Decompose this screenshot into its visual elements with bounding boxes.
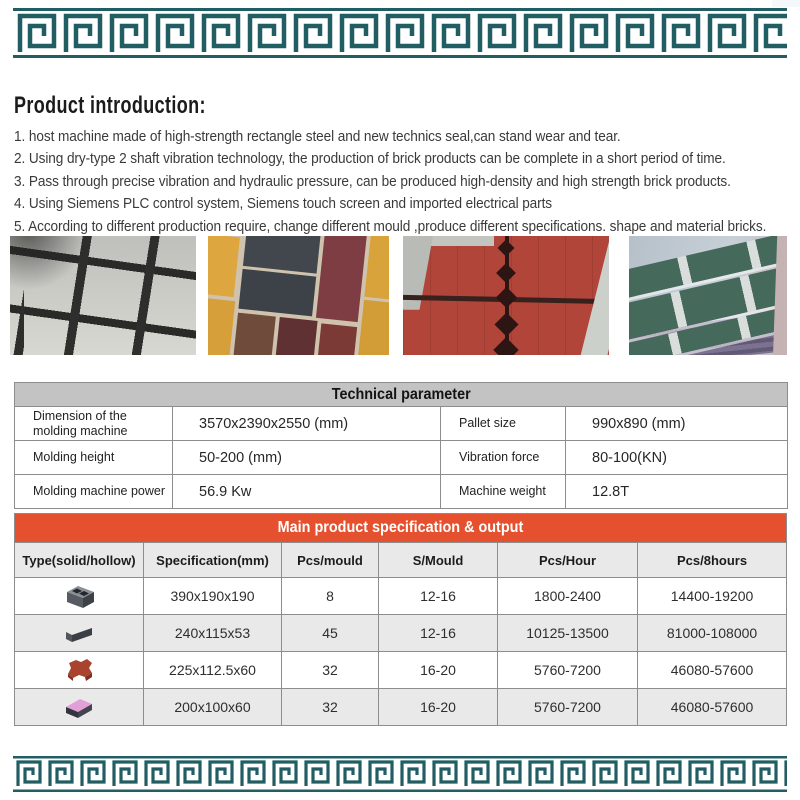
colored-pavers-arrangement bbox=[208, 236, 389, 355]
spec-value: 32 bbox=[282, 652, 379, 689]
interlocking-paver-icon bbox=[15, 652, 144, 689]
intro-item-2: 2. Using dry-type 2 shaft vibration technology, the production of brick products can be complete in a short period of time. bbox=[14, 151, 726, 168]
tech-label: Machine weight bbox=[441, 475, 566, 509]
spec-value: 46080-57600 bbox=[638, 652, 787, 689]
gray-paving-slabs-photo bbox=[10, 236, 196, 355]
spec-value: 81000-108000 bbox=[638, 615, 787, 652]
spec-value: 200x100x60 bbox=[144, 689, 282, 726]
colored-pavers-photo bbox=[208, 236, 389, 355]
greek-key-border-top bbox=[13, 8, 787, 58]
technical-parameter-table bbox=[14, 382, 788, 509]
tech-value: 50-200 (mm) bbox=[173, 441, 441, 475]
spec-value: 5760-7200 bbox=[498, 652, 638, 689]
spec-value: 32 bbox=[282, 689, 379, 726]
red-interlocking-pavers-photo bbox=[403, 236, 609, 355]
table-row bbox=[15, 615, 787, 652]
column-header: Pcs/8hours bbox=[638, 543, 787, 578]
spec-value: 225x112.5x60 bbox=[144, 652, 282, 689]
product-specification-table bbox=[14, 513, 787, 726]
rectangular-paver-icon bbox=[15, 689, 144, 726]
tech-label: Molding height bbox=[15, 441, 173, 475]
intro-list bbox=[14, 126, 800, 238]
tech-label: Dimension of the molding machine bbox=[15, 407, 173, 441]
tech-value: 3570x2390x2550 (mm) bbox=[173, 407, 441, 441]
solid-brick-icon bbox=[15, 615, 144, 652]
intro-item-3: 3. Pass through precise vibration and hydraulic pressure, can be produced high-density and high strength brick products. bbox=[14, 173, 731, 190]
spec-value: 390x190x190 bbox=[144, 578, 282, 615]
spec-value: 12-16 bbox=[379, 615, 498, 652]
spec-value: 5760-7200 bbox=[498, 689, 638, 726]
hollow-block-icon bbox=[15, 578, 144, 615]
intro-item-1: 1. host machine made of high-strength rectangle steel and new technics seal,can stand wear and tear. bbox=[14, 129, 621, 145]
spec-header-row bbox=[15, 543, 787, 578]
tech-value: 12.8T bbox=[566, 475, 788, 509]
spec-value: 8 bbox=[282, 578, 379, 615]
spec-value: 14400-19200 bbox=[638, 578, 787, 615]
tech-label: Pallet size bbox=[441, 407, 566, 441]
spec-value: 46080-57600 bbox=[638, 689, 787, 726]
tech-value: 990x890 (mm) bbox=[566, 407, 788, 441]
top-right-artifact bbox=[772, 0, 800, 7]
column-header: Pcs/mould bbox=[282, 543, 379, 578]
spec-value: 16-20 bbox=[379, 652, 498, 689]
tech-label: Vibration force bbox=[441, 441, 566, 475]
column-header: Specification(mm) bbox=[144, 543, 282, 578]
table-row bbox=[15, 441, 788, 475]
spec-value: 45 bbox=[282, 615, 379, 652]
column-header: Pcs/Hour bbox=[498, 543, 638, 578]
tech-value: 56.9 Kw bbox=[173, 475, 441, 509]
spec-value: 1800-2400 bbox=[498, 578, 638, 615]
column-header: Type(solid/hollow) bbox=[15, 543, 144, 578]
table-row bbox=[15, 689, 787, 726]
table-row bbox=[15, 578, 787, 615]
spec-table-title: Main product specification & output bbox=[15, 514, 787, 543]
technical-parameter-title: Technical parameter bbox=[15, 383, 788, 407]
greek-key-border-bottom bbox=[13, 756, 787, 792]
green-brick-stacks-photo bbox=[629, 236, 787, 355]
table-row bbox=[15, 475, 788, 509]
spec-value: 10125-13500 bbox=[498, 615, 638, 652]
intro-item-4: 4. Using Siemens PLC control system, Siemens touch screen and imported electrical parts bbox=[14, 196, 553, 213]
tech-value: 80-100(KN) bbox=[566, 441, 788, 475]
table-row bbox=[15, 652, 787, 689]
table-row bbox=[15, 407, 788, 441]
tech-label: Molding machine power bbox=[15, 475, 173, 509]
column-header: S/Mould bbox=[379, 543, 498, 578]
spec-value: 240x115x53 bbox=[144, 615, 282, 652]
intro-item-5: 5. According to different production require, change different mould ,produce different specifications. shape and material bricks. bbox=[14, 218, 767, 235]
spec-value: 12-16 bbox=[379, 578, 498, 615]
page-title: Product introduction: bbox=[14, 92, 206, 119]
spec-value: 16-20 bbox=[379, 689, 498, 726]
